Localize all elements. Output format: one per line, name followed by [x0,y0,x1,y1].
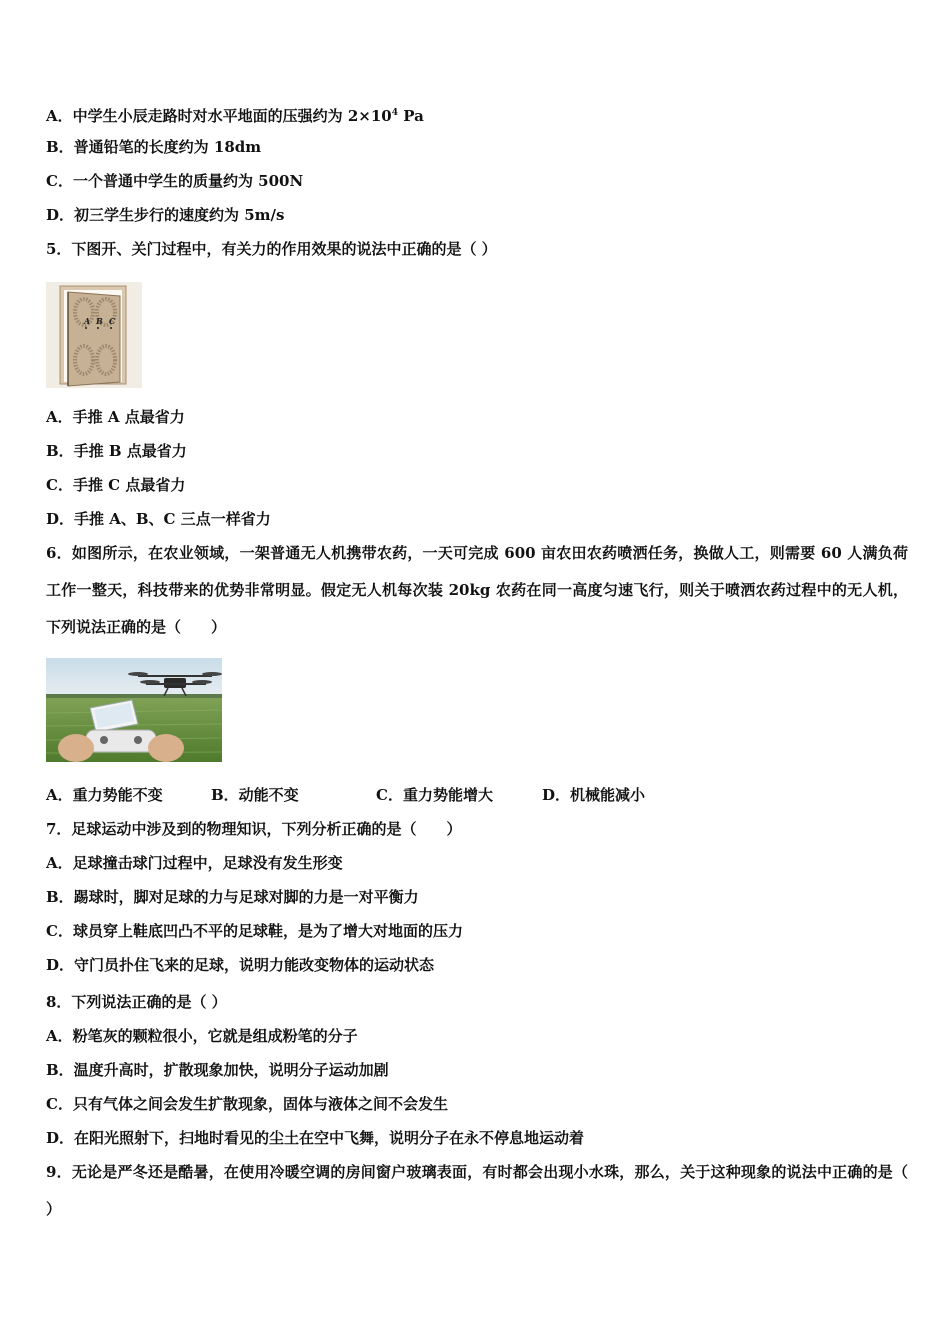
q8-stem: 8．下列说法正确的是（ ） [46,993,227,1011]
door-illustration [46,282,142,388]
drone-figure [46,658,222,762]
q6-option-c: C．重力势能增大 [376,786,493,804]
q7-option-a: A．足球撞击球门过程中，足球没有发生形变 [46,854,343,872]
q5-stem: 5．下图开、关门过程中，有关力的作用效果的说法中正确的是（ ） [46,240,497,258]
point-b-label: B [96,316,103,326]
q7-option-b: B．踢球时，脚对足球的力与足球对脚的力是一对平衡力 [46,888,419,906]
q5-option-a: A．手推 A 点最省力 [46,408,185,426]
q7-option-c: C．球员穿上鞋底凹凸不平的足球鞋，是为了增大对地面的压力 [46,922,463,940]
q8-option-a: A．粉笔灰的颗粒很小，它就是组成粉笔的分子 [46,1027,358,1045]
q7-option-d: D．守门员扑住飞来的足球，说明力能改变物体的运动状态 [46,956,435,974]
point-c-label: C [109,316,116,326]
door-figure [46,282,142,388]
q6-option-b: B．动能不变 [211,786,299,804]
q9-stem: 9．无论是严冬还是酷暑，在使用冷暖空调的房间窗户玻璃表面，有时都会出现小水珠，那么，关于这种现象的说法中正确的是（ ） [46,1163,908,1218]
q4-option-c: C．一个普通中学生的质量约为 500N [46,172,304,190]
q5-option-d: D．手推 A、B、C 三点一样省力 [46,510,271,528]
drone-photo [46,658,222,762]
q6-option-d: D．机械能减小 [542,786,646,804]
q4-option-a: A．中学生小辰走路时对水平地面的压强约为 $2\times 10^4$ Pa [46,107,424,125]
q8-option-c: C．只有气体之间会发生扩散现象，固体与液体之间不会发生 [46,1095,448,1113]
q5-option-c: C．手推 C 点最省力 [46,476,186,494]
q6-stem: 6．如图所示，在农业领域，一架普通无人机携带农药，一天可完成 600 亩农田农药喷洒任务，换做人工，则需要 60 人满负荷工作一整天，科技带来的优势非常明显。假定无人机每次装 20kg 农药在同一高度匀速飞行，则关于喷洒农药过程中的无人机，下列说法正确的是（ ） [46,544,908,636]
q8-option-d: D．在阳光照射下，扫地时看见的尘土在空中飞舞，说明分子在永不停息地运动着 [46,1129,585,1147]
q4-option-b: B．普通铅笔的长度约为 18dm [46,138,262,156]
point-a-label: A [84,316,91,326]
q5-option-b: B．手推 B 点最省力 [46,442,187,460]
q7-stem: 7．足球运动中涉及到的物理知识，下列分析正确的是（ ） [46,820,462,838]
q6-option-a: A．重力势能不变 [46,786,163,804]
q8-option-b: B．温度升高时，扩散现象加快，说明分子运动加剧 [46,1061,389,1079]
q4-option-d: D．初三学生步行的速度约为 5m/s [46,206,285,224]
